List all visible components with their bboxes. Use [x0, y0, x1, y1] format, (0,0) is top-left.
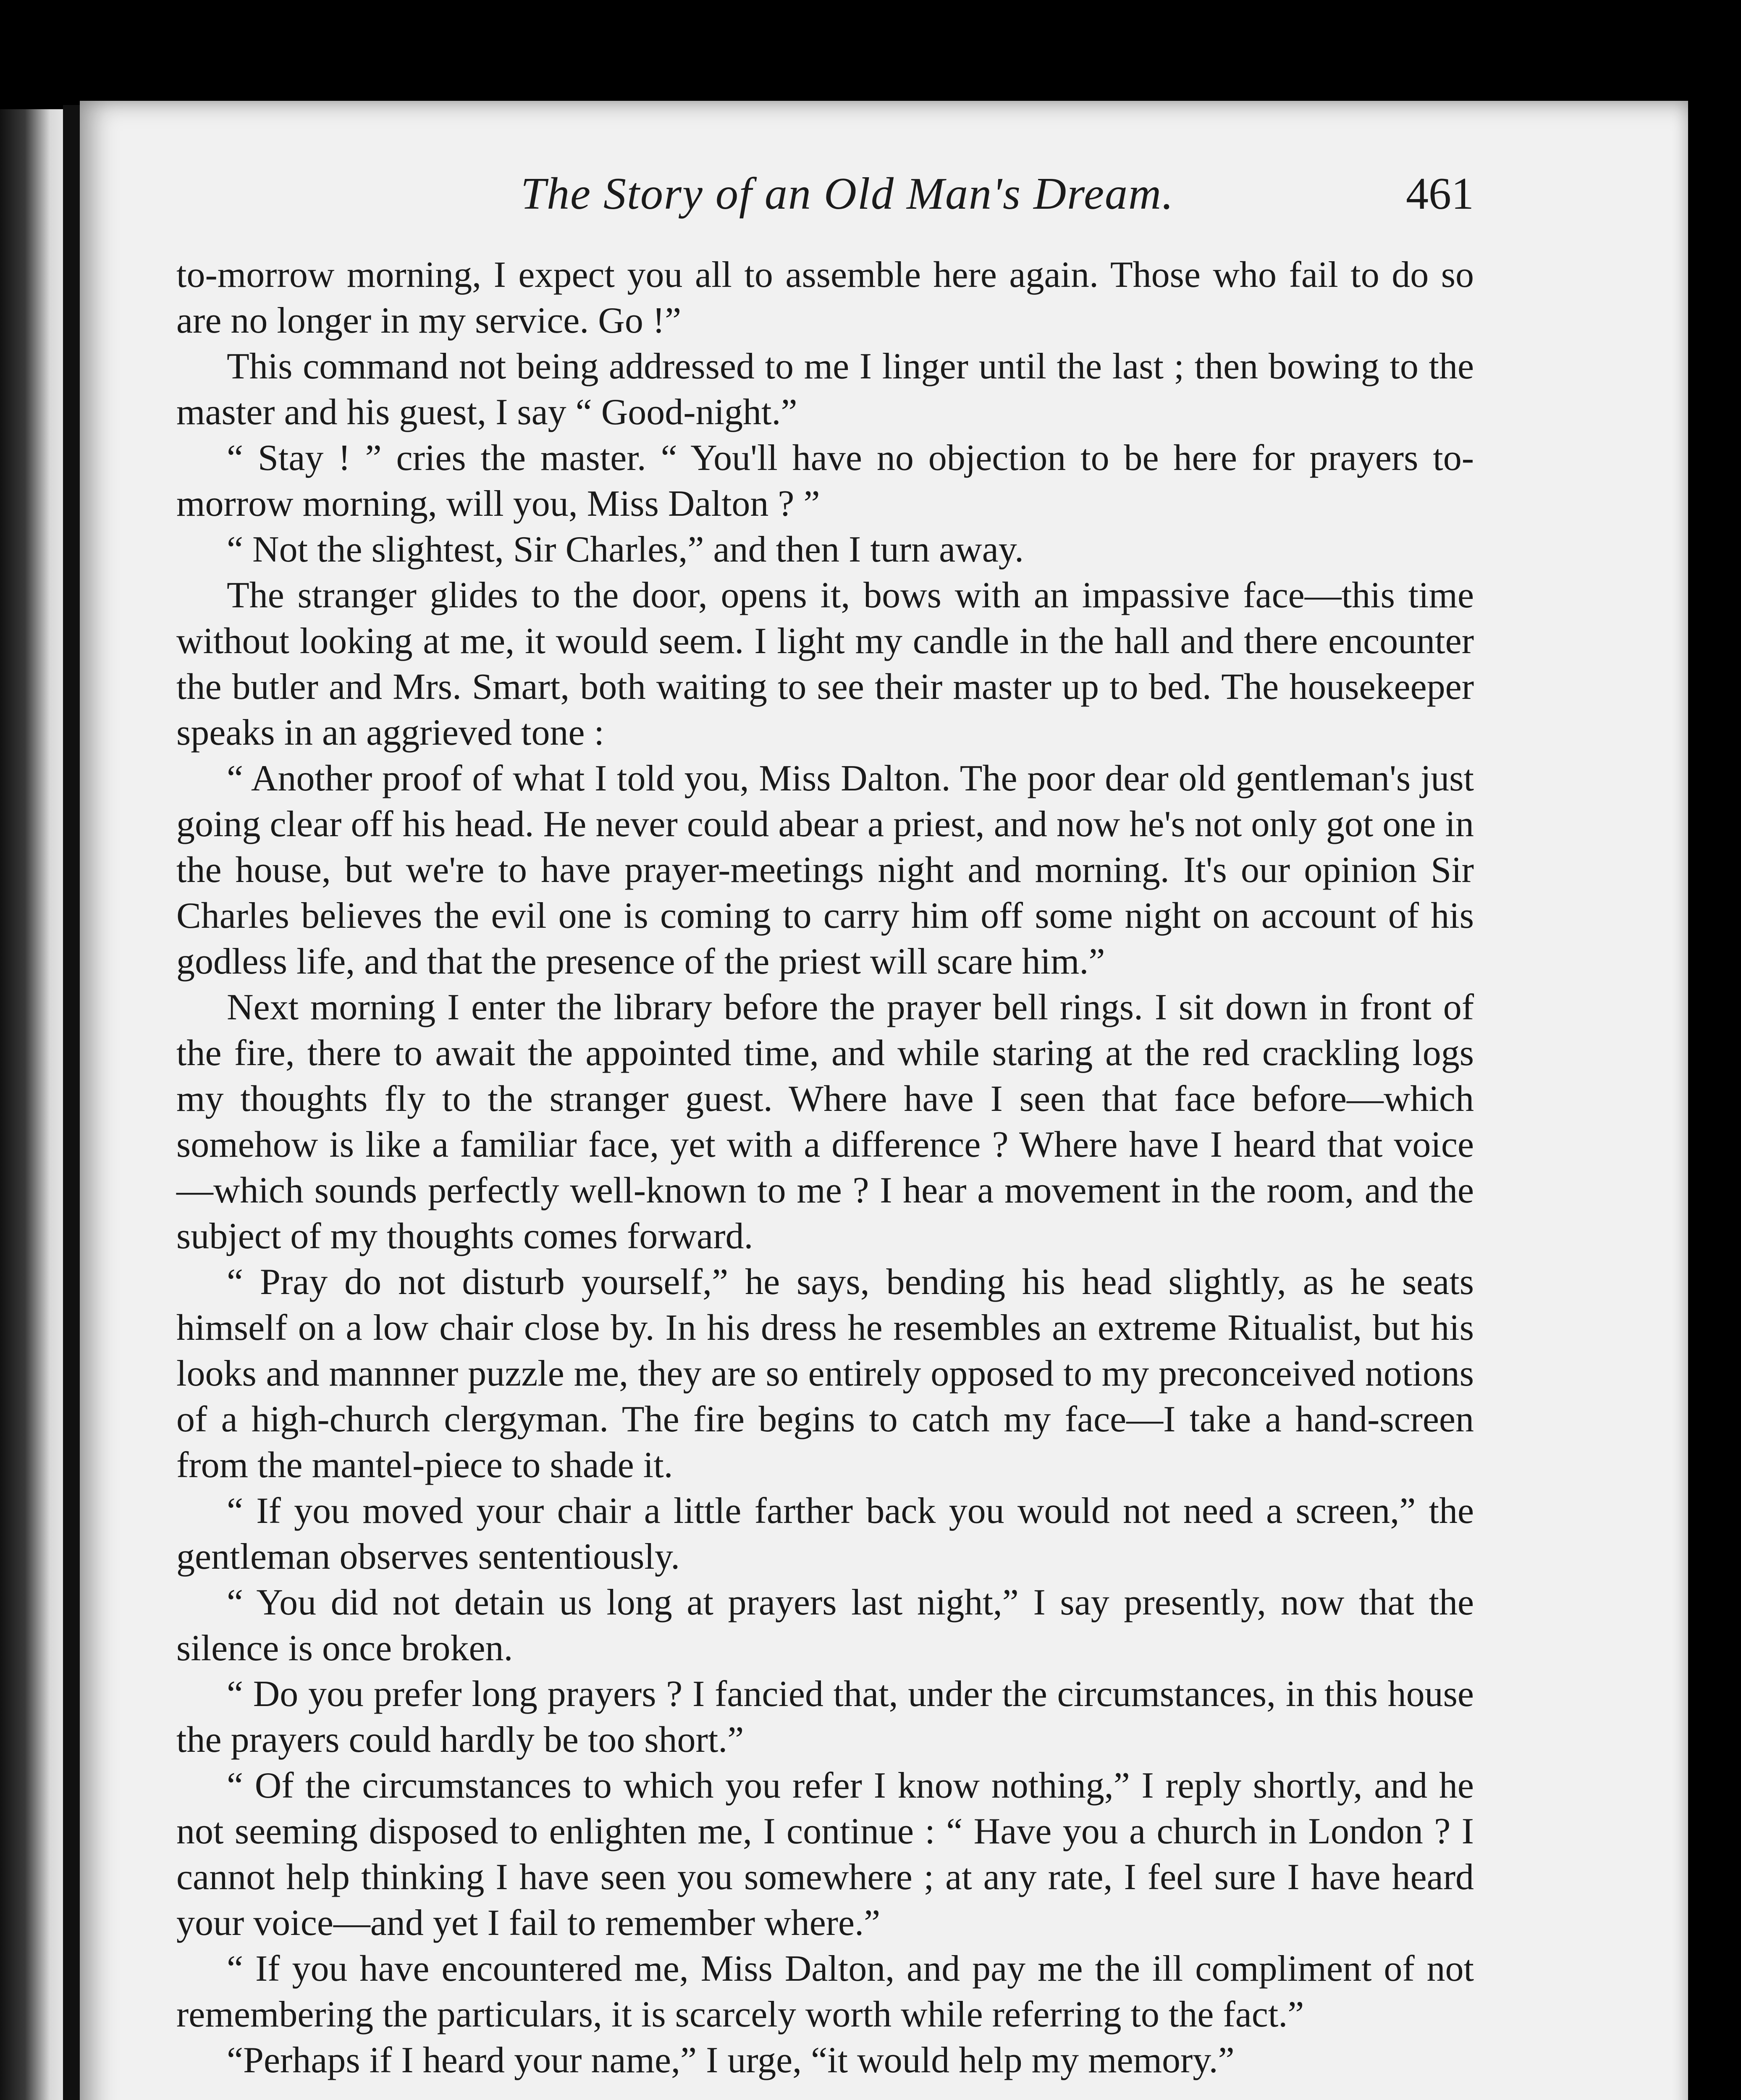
paragraph: “ Pray do not disturb yourself,” he says, bending his head slightly, as he seats himself on a low chair close by. In his dress he resembles an extreme Ritualist, but his looks and mannner puzzle me, they are so entirely opposed to my preconceived notions of a high-church clergyman. The fire begins to catch my face—I take a hand-screen from the mantel-piece to shade it.: [176, 1262, 1474, 1486]
paragraph: The stranger glides to the door, opens it, bows with an impassive face—this time without looking at me, it would seem. I light my candle in the hall and there encounter the butler and Mrs. Smart, both waiting to see their master up to bed. The housekeeper speaks in an aggrieved tone :: [176, 575, 1474, 753]
paragraph: “ Stay ! ” cries the master. “ You'll have no objection to be here for prayers to-morrow morning, will you, Miss Dalton ? ”: [176, 438, 1474, 524]
page-header: [176, 151, 1474, 231]
page-number: 461: [1406, 169, 1474, 219]
page-body: [176, 252, 1474, 2083]
paragraph: “ Not the slightest, Sir Charles,” and then I turn away.: [227, 529, 1024, 570]
book-spine: [0, 109, 71, 2100]
paragraph: This command not being addressed to me I linger until the last ; then bowing to the master and his guest, I say “ Good-night.”: [176, 346, 1474, 433]
paragraph: “Perhaps if I heard your name,” I urge, “it would help my memory.”: [227, 2040, 1235, 2081]
running-title: The Story of an Old Man's Dream.: [521, 169, 1175, 219]
paragraph: “ Another proof of what I told you, Miss Dalton. The poor dear old gentleman's just going clear off his head. He never could abear a priest, and now he's not only got one in the house, but we're to have prayer-meetings night and morning. It's our opinion Sir Charles believes the evil one is coming to carry him off some night on account of his godless life, and that the presence of the priest will scare him.”: [176, 758, 1474, 982]
paragraph: “ If you moved your chair a little farther back you would not need a screen,” the gentleman observes sententiously.: [176, 1491, 1474, 1577]
paragraph: “ If you have encountered me, Miss Dalton, and pay me the ill compliment of not remembering the particulars, it is scarcely worth while referring to the fact.”: [176, 1948, 1474, 2035]
paragraph: “ You did not detain us long at prayers last night,” I say presently, now that the silence is once broken.: [176, 1582, 1474, 1669]
spine-shadow: [63, 105, 82, 2100]
paragraph: Next morning I enter the library before the prayer bell rings. I sit down in front of the fire, there to await the appointed time, and while staring at the red crackling logs my thoughts fly to the stranger guest. Where have I seen that face before—which somehow is like a familiar face, yet with a difference ? Where have I heard that voice—which sounds perfectly well-known to me ? I hear a movement in the room, and the subject of my thoughts comes forward.: [176, 987, 1474, 1257]
paragraph: “ Do you prefer long prayers ? I fancied that, under the circumstances, in this house the prayers could hardly be too short.”: [176, 1674, 1474, 1760]
paragraph: “ Of the circumstances to which you refer I know nothing,” I reply shortly, and he not seeming disposed to enlighten me, I continue : “ Have you a church in London ? I cannot help thinking I have seen you somewhere ; at any rate, I feel sure I have heard your voice—and yet I fail to remember where.”: [176, 1765, 1474, 1943]
paragraph: to-morrow morning, I expect you all to assemble here again. Those who fail to do so are no longer in my service. Go !”: [176, 255, 1474, 341]
